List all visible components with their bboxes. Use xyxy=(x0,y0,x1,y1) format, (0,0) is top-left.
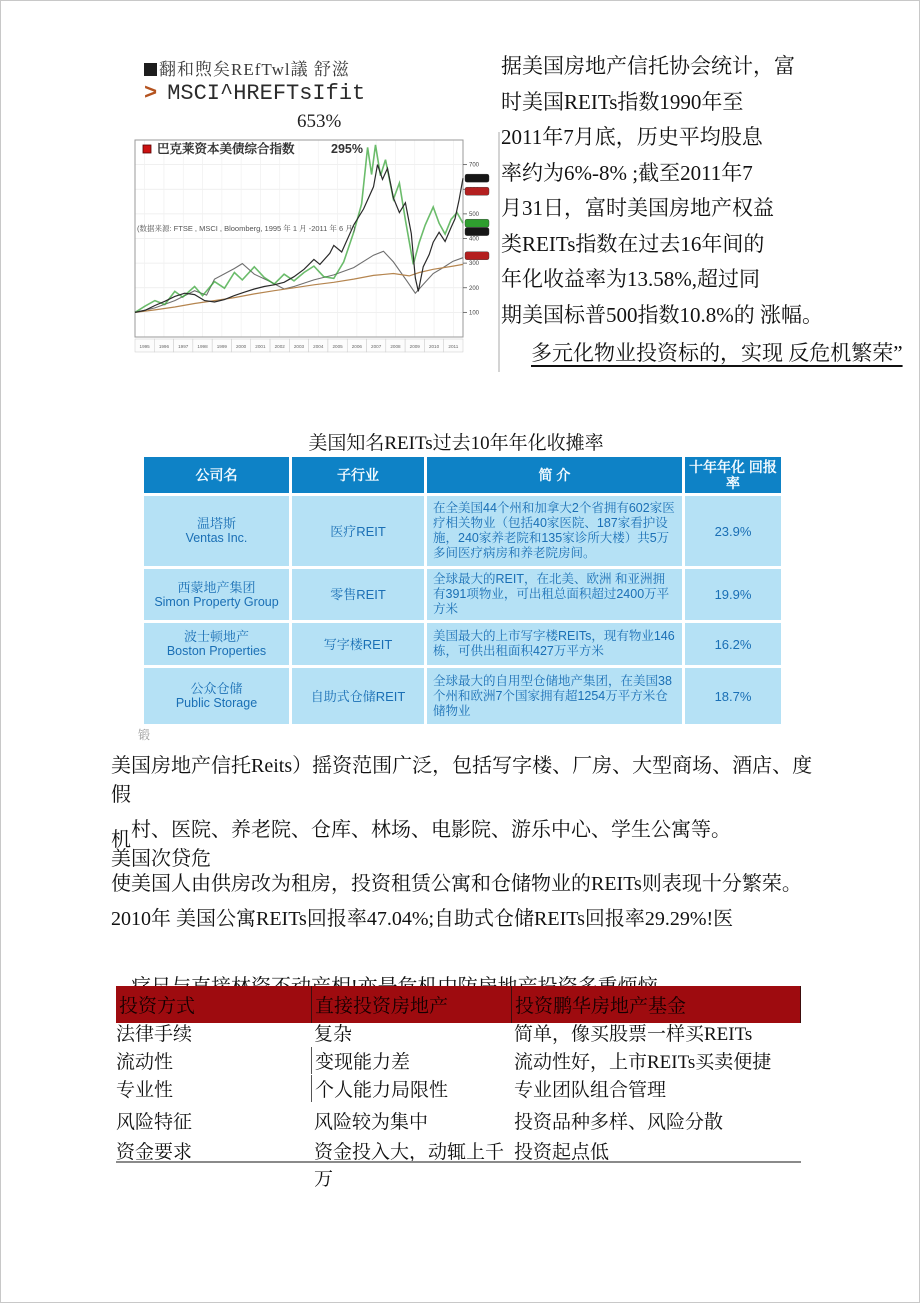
row-label: 流动性 xyxy=(116,1052,174,1073)
return-cell: 23.9% xyxy=(685,496,781,566)
row-direct: 资金投入大，动辄上千万 xyxy=(314,1142,505,1190)
company-cn: 西蒙地产集团 xyxy=(177,579,256,595)
sector-cell: 自助式仓储REIT xyxy=(292,668,424,724)
svg-text:2011: 2011 xyxy=(448,344,459,349)
sector-cell: 零售REIT xyxy=(292,569,424,620)
row-direct: 个人能力局限性 xyxy=(311,1075,511,1102)
chart-legend-series2-value: 653% xyxy=(297,111,342,132)
chart-legend-title: 翻和煦矣REfTwl議 舒滋 xyxy=(159,60,350,79)
svg-text:2010: 2010 xyxy=(428,344,440,349)
chart-background xyxy=(131,132,501,372)
company-cn: 公众仓储 xyxy=(190,681,243,696)
comparison-row xyxy=(116,1137,801,1191)
chart-legend-line2 xyxy=(144,81,365,106)
sector-cell: 医疗REIT xyxy=(292,496,424,566)
table-row xyxy=(144,623,781,665)
row-label: 法律手续 xyxy=(116,1024,193,1045)
row-fund: 投资品种多样、风险分散 xyxy=(514,1112,724,1133)
desc-cell: 全球最大的自用型仓储地产集团，在美国38个州和欧洲7个国家拥有超1254万平方米仓储物业 xyxy=(427,668,682,724)
svg-text:2002: 2002 xyxy=(274,344,285,349)
reits-index-chart xyxy=(131,132,501,372)
row-fund: 简单，像买股票一样买REITs xyxy=(514,1024,753,1045)
svg-text:2001: 2001 xyxy=(255,344,266,349)
paragraph-line: 美国房地产信托Reits）摇资范围广泛，包括写字楼、厂房、大型商场、酒店、度假 xyxy=(111,755,813,806)
svg-text:100: 100 xyxy=(469,310,480,317)
chevron-right-icon: > xyxy=(144,81,158,106)
chart-legend-line1 xyxy=(144,55,350,80)
col-header-sector: 子行业 xyxy=(292,457,424,493)
paragraph-text: 美国次贷危 xyxy=(111,848,211,870)
comparison-table-header xyxy=(116,986,801,1023)
row-direct: 变现能力差 xyxy=(311,1047,511,1074)
company-en: Ventas Inc. xyxy=(185,531,248,545)
row-fund: 专业团队组合管理 xyxy=(514,1080,667,1101)
sector-cell: 写字楼REIT xyxy=(292,623,424,665)
table-header-row xyxy=(144,457,781,493)
chart-source-note: (数据来源: FTSE , MSCI , Bloomberg, 1995 年 1 月 -2011 年 6 月) xyxy=(137,224,356,233)
comparison-row xyxy=(116,1047,801,1074)
company-en: Public Storage xyxy=(175,696,258,710)
comparison-row xyxy=(116,1107,801,1134)
svg-text:700: 700 xyxy=(469,162,480,169)
svg-text:2005: 2005 xyxy=(332,344,343,349)
svg-text:2000: 2000 xyxy=(236,344,247,349)
company-cn: 温塔斯 xyxy=(196,516,236,531)
comparison-row xyxy=(116,1019,801,1046)
svg-text:400: 400 xyxy=(469,236,480,243)
svg-text:500: 500 xyxy=(469,211,480,218)
paragraph-text: 村、医院、养老院、仓库、林场、电影院、游乐中心、学生公寓等。 xyxy=(131,819,731,841)
text-line: 月31日，富时美国房地产权益 xyxy=(501,196,774,220)
paragraph-line: 2010年 美国公寓REITs回报率47.04%;自助式仓储REITs回报率29.29%!医 xyxy=(111,908,734,930)
svg-text:1999: 1999 xyxy=(216,344,227,349)
row-fund: 投资起点低 xyxy=(514,1142,610,1163)
t2-header-method: 投资方式 xyxy=(119,996,196,1017)
company-en: Boston Properties xyxy=(166,644,267,658)
text-line: 2011年7月底，历史平均股息 xyxy=(501,125,763,149)
text-line: 据美国房地产信托协会统计，富 xyxy=(501,54,795,78)
red-swatch-icon xyxy=(143,145,151,153)
svg-text:1997: 1997 xyxy=(178,344,189,349)
svg-text:1996: 1996 xyxy=(158,344,170,349)
svg-text:2009: 2009 xyxy=(409,344,420,349)
svg-text:2004: 2004 xyxy=(313,344,324,349)
svg-text:2003: 2003 xyxy=(293,344,305,349)
inner-legend-value: 295% xyxy=(331,142,363,156)
inner-legend-label: 巴克莱资本美债综合指数 xyxy=(157,142,295,156)
desc-cell: 在全美国44个州和加拿大2个省拥有602家医疗相关物业（包括40家医院、187家看护设施，240家养老院和135家诊所大楼）共5万多间医疗病房和养老院房间。 xyxy=(427,496,682,566)
company-en: Simon Property Group xyxy=(154,594,279,609)
row-label: 资金要求 xyxy=(116,1142,193,1163)
svg-text:200: 200 xyxy=(469,285,480,292)
row-label: 风险特征 xyxy=(116,1112,193,1133)
t2-header-fund: 投资鹏华房地产基金 xyxy=(511,986,801,1023)
text-line: 年化收益率为13.58%,超过同 xyxy=(501,267,760,291)
return-cell: 16.2% xyxy=(685,623,781,665)
table-row xyxy=(144,668,781,724)
row-direct: 复杂 xyxy=(314,1024,353,1045)
svg-text:2006: 2006 xyxy=(351,344,362,349)
black-swatch-icon xyxy=(144,63,157,76)
svg-text:300: 300 xyxy=(469,261,480,268)
row-label: 专业性 xyxy=(116,1080,174,1101)
col-header-desc: 简 介 xyxy=(427,457,682,493)
table-row xyxy=(144,496,781,566)
paragraph-line: 机 xyxy=(111,829,131,851)
company-cn: 波士顿地产 xyxy=(183,629,249,644)
table-row xyxy=(144,569,781,620)
text-line: 期美国标普500指数10.8%的 涨幅。 xyxy=(501,302,823,327)
t2-header-direct: 直接投资房地产 xyxy=(311,986,511,1023)
row-fund: 流动性好，上市REITs买卖便捷 xyxy=(514,1052,772,1073)
intro-text-column xyxy=(501,49,919,333)
text-line: 时美国REITs指数1990年至 xyxy=(501,89,744,114)
chart-legend-series2: MSCI^HREFTsIfit xyxy=(167,81,366,106)
row-direct: 风险较为集中 xyxy=(314,1112,429,1133)
table1-title: 美国知名REITs过去10年年化收摊率 xyxy=(308,433,604,454)
chart-x-axis xyxy=(135,339,463,352)
underlined-quote: 多元化物业投资标的，实现 反危机繁荣” xyxy=(531,341,903,365)
stray-character: 锻 xyxy=(138,728,151,742)
desc-cell: 全球最大的REIT，在北美、欧洲 和亚洲拥有391项物业，可出租总面积超过2400万平方米 xyxy=(427,569,682,620)
text-line: 类REITs指数在过去16年间的 xyxy=(501,231,765,256)
reits-performance-table xyxy=(141,454,784,727)
return-cell: 18.7% xyxy=(685,668,781,724)
col-header-company: 公司名 xyxy=(144,457,289,493)
svg-text:1995: 1995 xyxy=(139,344,150,349)
col-header-return: 十年年化 回报率 xyxy=(685,457,781,493)
text-line: 率约为6%-8% ;截至2011年7 xyxy=(501,160,753,185)
paragraph-line: 使美国人由供房改为租房，投资租赁公寓和仓储物业的REITs则表现十分繁荣。 xyxy=(111,873,802,895)
svg-text:1998: 1998 xyxy=(197,344,208,349)
comparison-row xyxy=(116,1075,801,1102)
svg-text:2008: 2008 xyxy=(390,344,401,349)
table-bottom-rule xyxy=(116,1161,801,1163)
svg-text:2007: 2007 xyxy=(371,344,382,349)
desc-cell: 美国最大的上市写字楼REITs，现有物业146 栋，可供出租面积427万平方米 xyxy=(427,623,682,665)
return-cell: 19.9% xyxy=(685,569,781,620)
